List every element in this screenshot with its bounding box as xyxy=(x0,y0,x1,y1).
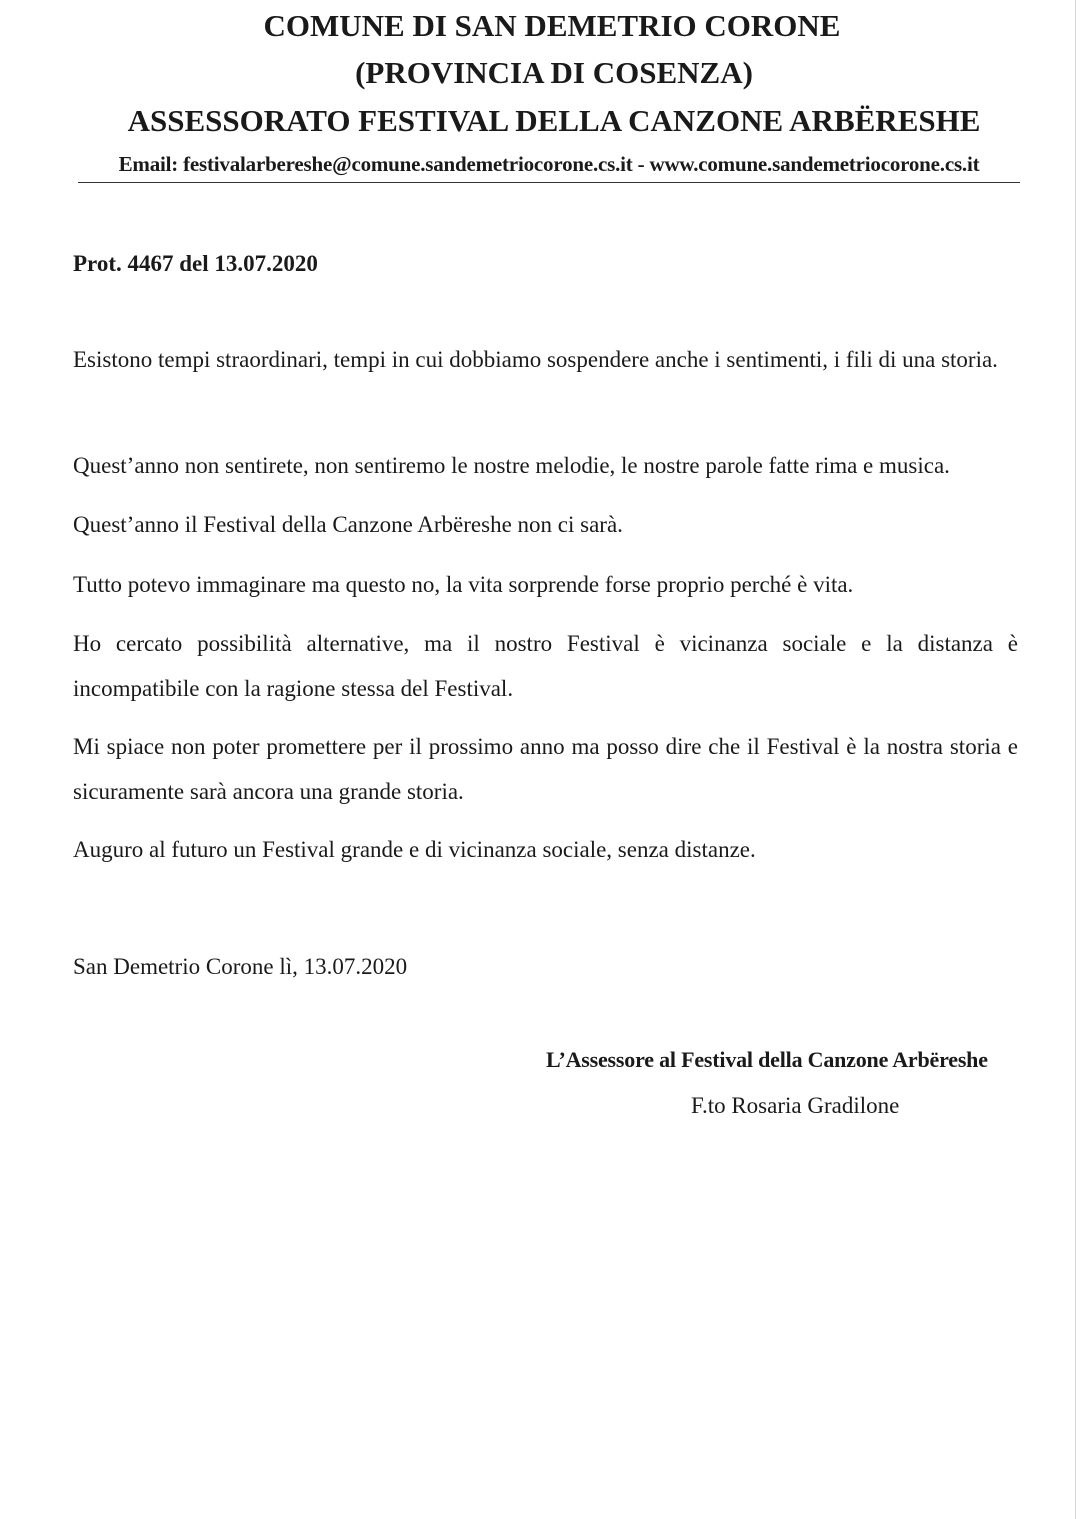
header-province: (PROVINCIA DI COSENZA) xyxy=(355,55,753,90)
protocol-number: Prot. 4467 del 13.07.2020 xyxy=(73,251,318,276)
body-paragraph: Mi spiace non poter promettere per il prossimo anno ma posso dire che il Festival è la nostra storia e sicuramente sarà ancora una grande storia. xyxy=(73,734,1018,804)
header-municipality: COMUNE DI SAN DEMETRIO CORONE xyxy=(263,8,841,43)
body-paragraph: Quest’anno non sentirete, non sentiremo le nostre melodie, le nostre parole fatte rima e musica. xyxy=(73,453,950,478)
body-paragraph: Auguro al futuro un Festival grande e di vicinanza sociale, senza distanze. xyxy=(73,837,756,862)
place-date: San Demetrio Corone lì, 13.07.2020 xyxy=(73,954,408,979)
body-paragraph: Quest’anno il Festival della Canzone Arbëreshe non ci sarà. xyxy=(73,512,623,537)
signatory-name: F.to Rosaria Gradilone xyxy=(691,1093,900,1118)
body-paragraph: Tutto potevo immaginare ma questo no, la vita sorprende forse proprio perché è vita. xyxy=(73,572,854,597)
header-divider xyxy=(78,182,1020,183)
signatory-title: L’Assessore al Festival della Canzone Arbëreshe xyxy=(546,1047,988,1072)
header-contact: Email: festivalarbereshe@comune.sandemetriocorone.cs.it - www.comune.sandemetriocorone.cs.it xyxy=(118,152,980,176)
header-department: ASSESSORATO FESTIVAL DELLA CANZONE ARBËRESHE xyxy=(127,103,981,138)
body-paragraph: Ho cercato possibilità alternative, ma il nostro Festival è vicinanza sociale e la distanza è incompatibile con la ragione stessa del Festival. xyxy=(73,631,1018,701)
body-paragraph: Esistono tempi straordinari, tempi in cui dobbiamo sospendere anche i sentimenti, i fili di una storia. xyxy=(73,347,998,372)
